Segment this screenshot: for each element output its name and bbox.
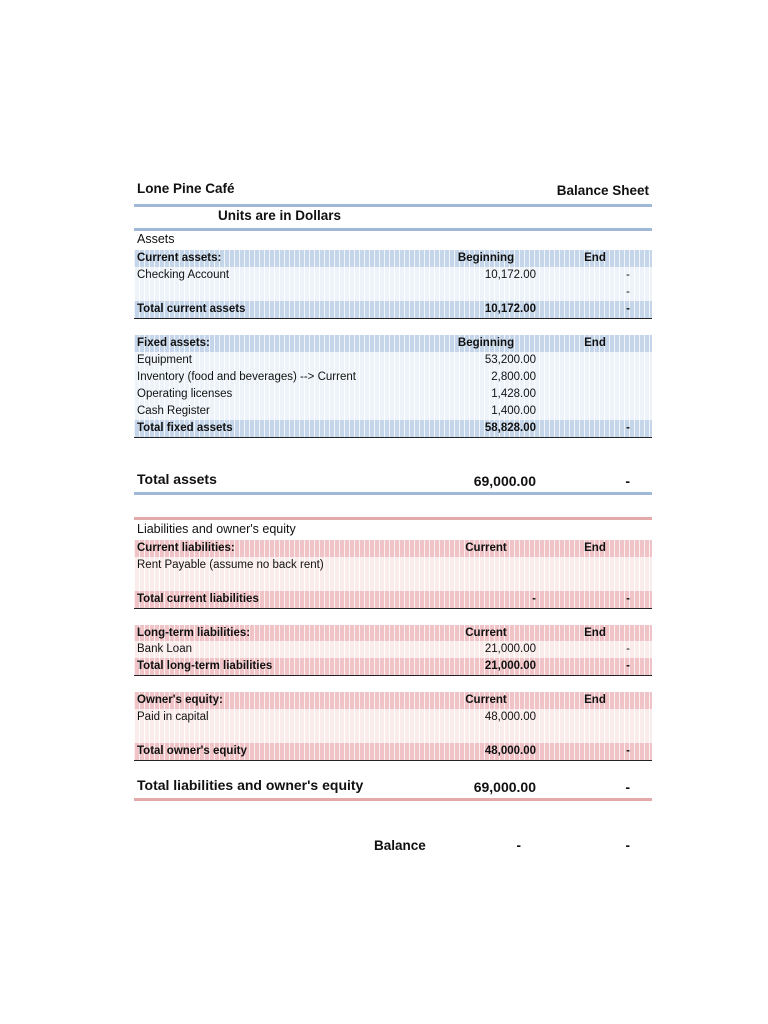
liabilities-top-rule [134, 517, 652, 520]
total-liabilities-equity-end: - [625, 779, 630, 795]
total-current-assets-row: Total current assets 10,172.00 - [134, 301, 652, 319]
total-assets-label: Total assets [137, 471, 217, 487]
liabilities-section-label: Liabilities and owner's equity [137, 522, 296, 536]
total-liabilities-rule [134, 798, 652, 801]
total-longterm-liabilities-row: Total long-term liabilities 21,000.00 - [134, 658, 652, 676]
table-row: Paid in capital 48,000.00 [134, 709, 652, 726]
table-row-empty [134, 726, 652, 743]
total-assets-end: - [625, 473, 630, 489]
table-row: Equipment 53,200.00 [134, 352, 652, 369]
table-row: Checking Account 10,172.00 - [134, 267, 652, 284]
table-row: - [134, 284, 652, 301]
company-name: Lone Pine Café [137, 181, 235, 196]
total-owners-equity-row: Total owner's equity 48,000.00 - [134, 743, 652, 761]
table-row: Rent Payable (assume no back rent) [134, 557, 652, 574]
balance-current: - [516, 838, 521, 853]
units-note: Units are in Dollars [218, 208, 342, 223]
assets-section-label: Assets [137, 232, 175, 246]
table-row-empty [134, 574, 652, 591]
total-current-liabilities-row: Total current liabilities - - [134, 591, 652, 609]
total-liabilities-equity-label: Total liabilities and owner's equity [137, 777, 364, 793]
balance-end: - [625, 838, 630, 853]
current-liabilities-header: Current liabilities: Current End [134, 540, 652, 557]
balance-label: Balance [374, 838, 426, 853]
table-row: Cash Register 1,400.00 [134, 403, 652, 420]
table-row: Bank Loan 21,000.00 - [134, 641, 652, 658]
report-title: Balance Sheet [556, 183, 649, 198]
total-assets-rule [134, 492, 652, 495]
longterm-liabilities-header: Long-term liabilities: Current End [134, 625, 652, 642]
table-row: Operating licenses 1,428.00 [134, 386, 652, 403]
table-row: Inventory (food and beverages) --> Current 2,800.00 [134, 369, 652, 386]
total-fixed-assets-row: Total fixed assets 58,828.00 - [134, 420, 652, 438]
current-assets-header: Current assets: Beginning End [134, 250, 652, 267]
owners-equity-header: Owner's equity: Current End [134, 692, 652, 709]
total-liabilities-equity-current: 69,000.00 [473, 779, 536, 795]
header-rule [134, 204, 652, 207]
total-assets-beginning: 69,000.00 [473, 473, 536, 489]
fixed-assets-header: Fixed assets: Beginning End [134, 335, 652, 352]
